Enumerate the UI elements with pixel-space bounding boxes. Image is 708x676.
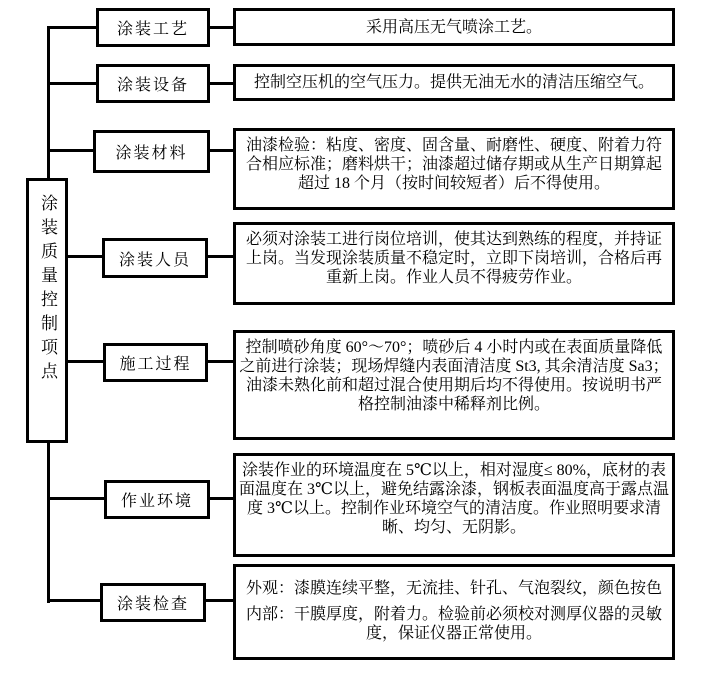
connector-line: [66, 360, 103, 363]
detail-coating-inspection: [233, 564, 675, 660]
detail-construction-process: 控制喷砂角度 60°～70°；喷砂后 4 小时内或在表面质量降低之前进行涂装；现场焊缝内表面清洁度 St3, 其余清洁度 Sa3；油漆未熟化前和超过混合使用期后均不得使用。按说明书严格控制油漆中稀释剂比例。: [233, 330, 675, 440]
detail-coating-equipment: 控制空压机的空气压力。提供无油无水的清洁压缩空气。: [233, 64, 675, 101]
connector-line: [209, 82, 233, 85]
node-coating-inspection: 涂装检查: [100, 583, 206, 622]
node-coating-material: 涂装材料: [93, 130, 210, 173]
connector-line: [66, 255, 102, 258]
connector-line: [47, 82, 96, 85]
node-construction-process: 施工过程: [103, 343, 208, 382]
inspection-internal-text: 内部：干膜厚度，附着力。检验前必须校对测厚仪器的灵敏度，保证仪器正常使用。: [245, 606, 662, 642]
connector-line: [47, 599, 100, 602]
node-coating-process: 涂装工艺: [96, 8, 210, 47]
detail-coating-personnel: 必须对涂装工进行岗位培训，使其达到熟练的程度，并持证上岗。当发现涂装质量不稳定时，立即下岗培训，合格后再重新上岗。作业人员不得疲劳作业。: [233, 222, 675, 305]
connector-line: [209, 149, 233, 152]
detail-coating-material: 油漆检验：粘度、密度、固含量、耐磨性、硬度、附着力符合相应标准；磨料烘干；油漆超过储存期或从生产日期算起超过 18 个月（按时间较短者）后不得使用。: [233, 128, 675, 210]
node-work-environment: 作业环境: [104, 480, 210, 519]
connector-line: [207, 360, 233, 363]
connector-line: [47, 149, 93, 152]
connector-line: [205, 599, 233, 602]
root-node: [26, 178, 68, 443]
connector-line: [47, 26, 96, 29]
connector-line: [209, 26, 233, 29]
connector-line: [209, 497, 233, 500]
root-node-label: 涂装质量控制项点: [38, 194, 57, 386]
detail-work-environment: 涂装作业的环境温度在 5℃以上，相对湿度≤ 80%，底材的表面温度在 3℃以上，避免结露涂漆，钢板表面温度高于露点温度 3℃以上。控制作业环境空气的清洁度。作业照明要求清晰、均匀、无阴影。: [233, 453, 675, 557]
connector-line: [207, 255, 233, 258]
detail-coating-process: 采用高压无气喷涂工艺。: [233, 8, 675, 46]
node-coating-equipment: 涂装设备: [96, 64, 210, 103]
connector-line: [47, 497, 104, 500]
inspection-appearance-text: 外观：漆膜连续平整，无流挂、针孔、气泡裂纹，颜色按色: [245, 580, 662, 597]
node-coating-personnel: 涂装人员: [102, 238, 208, 278]
